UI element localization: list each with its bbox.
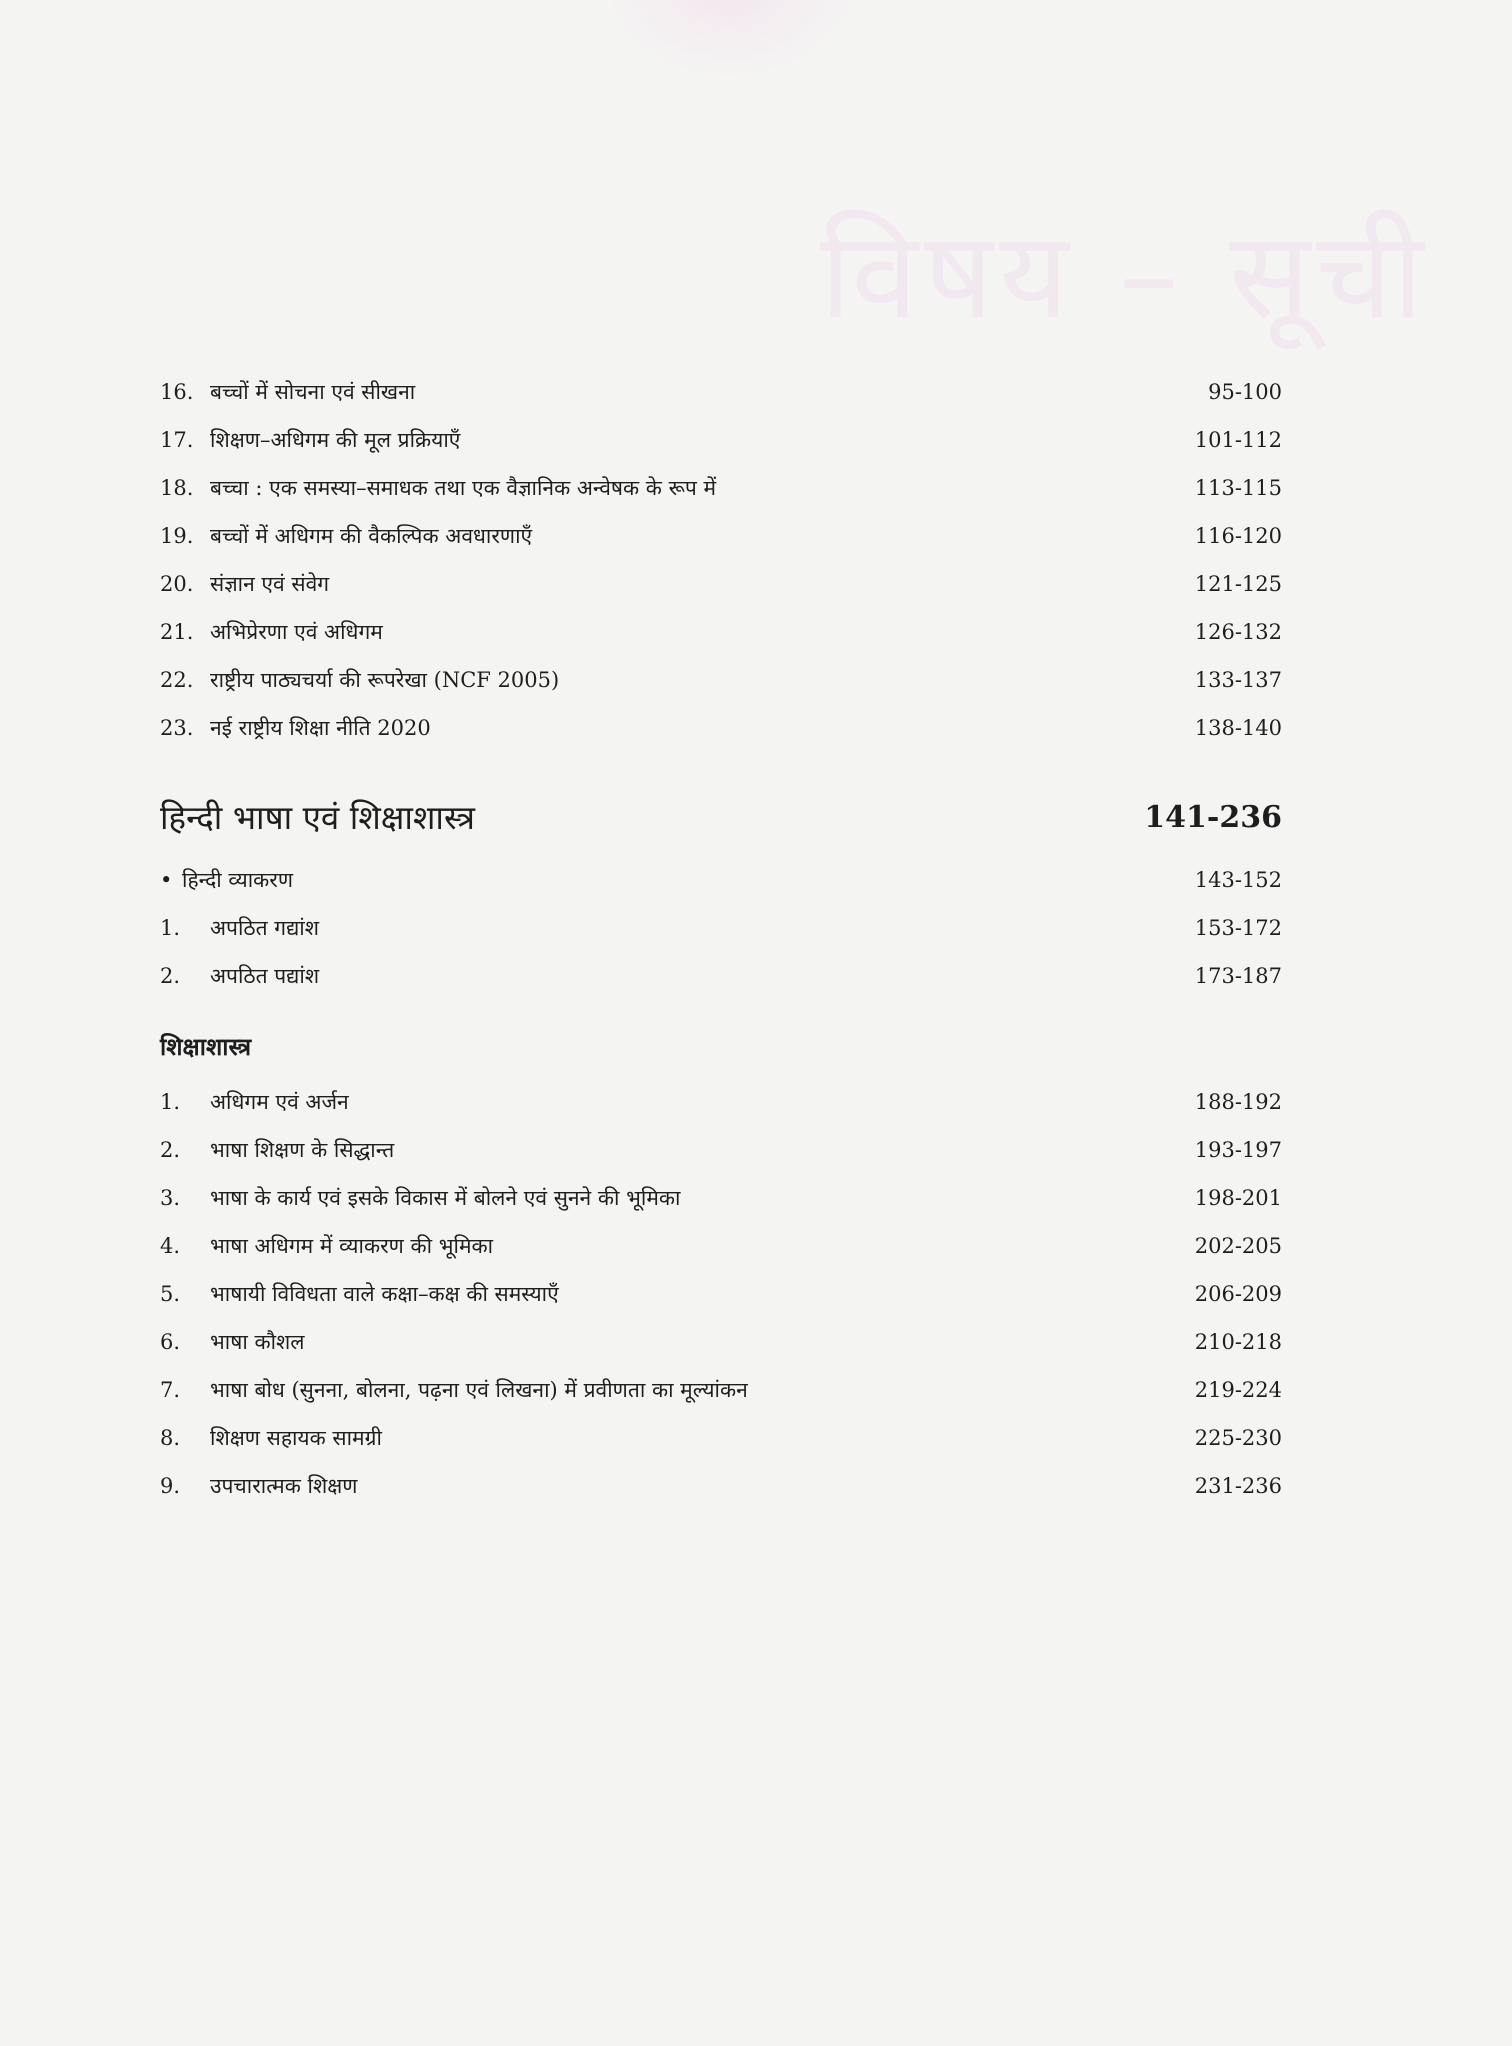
toc-pages: 225-230	[1194, 1426, 1282, 1450]
toc-number: 5.	[160, 1282, 181, 1306]
toc-number: 3.	[160, 1186, 181, 1210]
toc-pages: 173-187	[1194, 964, 1282, 988]
toc-row	[160, 564, 1282, 604]
toc-row	[160, 1418, 1282, 1458]
toc-number: 23.	[160, 716, 194, 740]
toc-title: बच्चों में अधिगम की वैकल्पिक अवधारणाएँ	[210, 524, 533, 548]
toc-pages: 101-112	[1194, 428, 1282, 452]
toc-row	[160, 1274, 1282, 1314]
toc-number: 22.	[160, 668, 194, 692]
section-pages: 141-236	[1144, 800, 1282, 835]
toc-number: 2.	[160, 1138, 181, 1162]
toc-title: अपठित गद्यांश	[210, 916, 320, 940]
toc-pages: 95-100	[1208, 380, 1282, 404]
toc-number: 4.	[160, 1234, 181, 1258]
toc-number: 19.	[160, 524, 194, 548]
toc-pages: 153-172	[1194, 916, 1282, 940]
toc-title: नई राष्ट्रीय शिक्षा नीति 2020	[210, 716, 431, 740]
toc-pages: 126-132	[1194, 620, 1282, 644]
toc-pages: 198-201	[1194, 1186, 1282, 1210]
toc-title: शिक्षण–अधिगम की मूल प्रक्रियाएँ	[210, 428, 461, 452]
toc-title: भाषायी विविधता वाले कक्षा–कक्ष की समस्याएँ	[210, 1282, 559, 1306]
toc-title: भाषा कौशल	[210, 1330, 305, 1354]
toc-row	[160, 612, 1282, 652]
toc-number: 2.	[160, 964, 181, 988]
toc-title: हिन्दी व्याकरण	[182, 868, 294, 892]
toc-title: संज्ञान एवं संवेग	[210, 572, 330, 596]
toc-title: भाषा अधिगम में व्याकरण की भूमिका	[210, 1234, 494, 1258]
toc-row	[160, 1322, 1282, 1362]
toc-row	[160, 420, 1282, 460]
faded-print-smudge	[600, 0, 860, 80]
toc-row	[160, 1082, 1282, 1122]
toc-pages: 138-140	[1194, 716, 1282, 740]
toc-pages: 116-120	[1194, 524, 1282, 548]
toc-title: भाषा शिक्षण के सिद्धान्त	[210, 1138, 395, 1162]
toc-row	[160, 908, 1282, 948]
toc-pages: 113-115	[1194, 476, 1282, 500]
bullet-icon: •	[160, 868, 173, 892]
toc-pages: 143-152	[1194, 868, 1282, 892]
toc-title: भाषा के कार्य एवं इसके विकास में बोलने एवं सुनने की भूमिका	[210, 1186, 681, 1210]
toc-title: उपचारात्मक शिक्षण	[210, 1474, 358, 1498]
toc-pages: 210-218	[1194, 1330, 1282, 1354]
toc-row	[160, 1466, 1282, 1506]
toc-title: अभिप्रेरणा एवं अधिगम	[210, 620, 383, 644]
toc-row	[160, 660, 1282, 700]
toc-pages: 121-125	[1194, 572, 1282, 596]
toc-row	[160, 860, 1282, 900]
toc-row	[160, 1226, 1282, 1266]
toc-pages: 206-209	[1194, 1282, 1282, 1306]
toc-row	[160, 1130, 1282, 1170]
toc-row	[160, 956, 1282, 996]
toc-title: अधिगम एवं अर्जन	[210, 1090, 349, 1114]
toc-row	[160, 708, 1282, 748]
toc-row	[160, 1178, 1282, 1218]
toc-title: शिक्षण सहायक सामग्री	[210, 1426, 382, 1450]
toc-pages: 219-224	[1194, 1378, 1282, 1402]
section-title: हिन्दी भाषा एवं शिक्षाशास्त्र	[160, 798, 476, 837]
toc-pages: 133-137	[1194, 668, 1282, 692]
toc-number: 1.	[160, 1090, 181, 1114]
toc-pages: 188-192	[1194, 1090, 1282, 1114]
toc-number: 20.	[160, 572, 194, 596]
toc-pages: 193-197	[1194, 1138, 1282, 1162]
toc-number: 9.	[160, 1474, 181, 1498]
toc-number: 8.	[160, 1426, 181, 1450]
toc-row	[160, 1370, 1282, 1410]
toc-number: 1.	[160, 916, 181, 940]
toc-number: 17.	[160, 428, 194, 452]
toc-number: 7.	[160, 1378, 181, 1402]
toc-row	[160, 516, 1282, 556]
toc-title: अपठित पद्यांश	[210, 964, 320, 988]
toc-number: 6.	[160, 1330, 181, 1354]
toc-number: 16.	[160, 380, 194, 404]
toc-row	[160, 372, 1282, 412]
toc-title: बच्चा : एक समस्या–समाधक तथा एक वैज्ञानिक अन्वेषक के रूप में	[210, 476, 717, 500]
toc-number: 18.	[160, 476, 194, 500]
toc-number: 21.	[160, 620, 194, 644]
section-heading-row	[160, 793, 1282, 843]
toc-title: भाषा बोध (सुनना, बोलना, पढ़ना एवं लिखना) में प्रवीणता का मूल्यांकन	[210, 1378, 748, 1402]
pedagogy-heading: शिक्षाशास्त्र	[160, 1033, 252, 1061]
toc-pages: 202-205	[1194, 1234, 1282, 1258]
faded-bleed-through-heading: विषय – सूची	[820, 207, 1430, 346]
toc-title: बच्चों में सोचना एवं सीखना	[210, 380, 416, 404]
toc-title: राष्ट्रीय पाठ्यचर्या की रूपरेखा (NCF 2005)	[210, 668, 560, 692]
toc-row	[160, 468, 1282, 508]
toc-pages: 231-236	[1194, 1474, 1282, 1498]
